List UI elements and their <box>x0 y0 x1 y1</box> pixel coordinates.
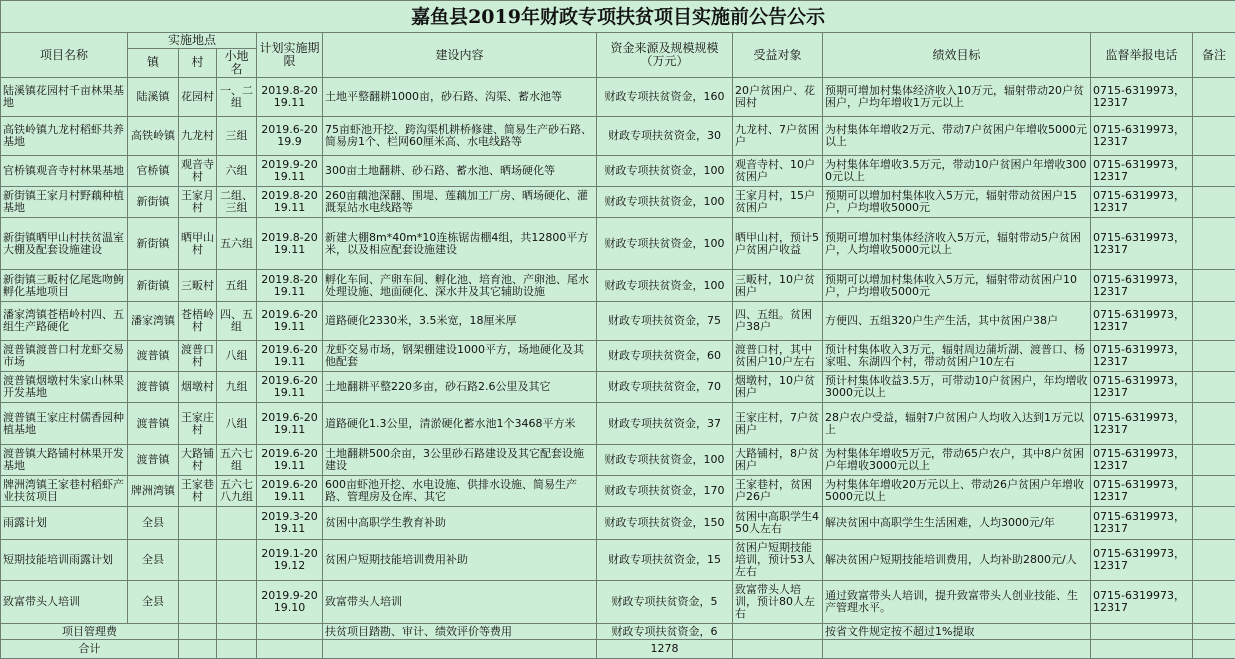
cell-name: 渡普镇烟墩村朱家山林果开发基地 <box>1 372 128 403</box>
cell-name: 潘家湾镇苍梧岭村四、五组生产路硬化 <box>1 301 128 340</box>
cell-village: 九龙村 <box>179 116 217 155</box>
cell-phone: 0715-6319973，12317 <box>1091 444 1193 475</box>
table-row <box>1 539 1235 580</box>
cell-note <box>1193 475 1235 506</box>
cell-content: 土地平整翻耕1000亩，砂石路、沟渠、蓄水池等 <box>323 77 597 116</box>
cell-fund: 财政专项扶贫资金，100 <box>597 155 733 186</box>
cell-group: 八组 <box>217 403 257 444</box>
cell-fund: 财政专项扶贫资金，100 <box>597 218 733 270</box>
cell-beneficiary: 烟墩村，10户贫困户 <box>733 372 823 403</box>
mgmt-village <box>179 624 217 640</box>
cell-content: 300亩土地翻耕、砂石路、蓄水池、晒场硬化等 <box>323 155 597 186</box>
cell-name: 短期技能培训雨露计划 <box>1 539 128 580</box>
cell-village: 烟墩村 <box>179 372 217 403</box>
cell-town: 全县 <box>128 580 179 623</box>
cell-fund: 财政专项扶贫资金，100 <box>597 270 733 301</box>
cell-group <box>217 539 257 580</box>
cell-village: 大路铺村 <box>179 444 217 475</box>
total-beneficiary <box>733 640 823 659</box>
cell-target: 预计村集体收益3.5万，可带动10户贫困户，年均增收3000元以上 <box>823 372 1091 403</box>
cell-beneficiary: 王家庄村，7户贫困户 <box>733 403 823 444</box>
cell-beneficiary: 贫困中高职学生450人左右 <box>733 507 823 539</box>
cell-target: 解决贫困中高职学生生活困难，人均3000元/年 <box>823 507 1091 539</box>
cell-phone: 0715-6319973，12317 <box>1091 77 1193 116</box>
cell-phone: 0715-6319973，12317 <box>1091 475 1193 506</box>
cell-beneficiary: 晒甲山村，预计5户贫困户收益 <box>733 218 823 270</box>
cell-group: 五组 <box>217 270 257 301</box>
cell-fund: 财政专项扶贫资金，150 <box>597 507 733 539</box>
cell-content: 致富带头人培训 <box>323 580 597 623</box>
cell-content: 道路硬化2330米，3.5米宽，18厘米厚 <box>323 301 597 340</box>
cell-content: 孵化车间、产卵车间、孵化池、培育池、产卵池、尾水处理设施、地面硬化、深水井及其它辅助设施 <box>323 270 597 301</box>
cell-note <box>1193 444 1235 475</box>
cell-target: 为村集体年增收2万元、带动7户贫困户年增收5000元以上 <box>823 116 1091 155</box>
cell-village <box>179 507 217 539</box>
cell-period: 2019.8-2019.11 <box>257 187 323 218</box>
cell-phone: 0715-6319973，12317 <box>1091 155 1193 186</box>
header-group: 小地名 <box>217 48 257 77</box>
table-row <box>1 270 1235 301</box>
cell-note <box>1193 218 1235 270</box>
table-row <box>1 218 1235 270</box>
cell-name: 新街镇三畈村亿尾匙吻鮈孵化基地项目 <box>1 270 128 301</box>
cell-name: 新街镇晒甲山村扶贫温室大棚及配套设施建设 <box>1 218 128 270</box>
total-value: 1278 <box>597 640 733 659</box>
cell-village: 花园村 <box>179 77 217 116</box>
cell-village: 王家庄村 <box>179 403 217 444</box>
cell-note <box>1193 77 1235 116</box>
cell-beneficiary: 九龙村、7户贫困户 <box>733 116 823 155</box>
cell-target: 28户农户受益，辐射7户贫困户人均收入达到1万元以上 <box>823 403 1091 444</box>
header-fund: 资金来源及规模规模（万元） <box>597 33 733 77</box>
cell-phone: 0715-6319973，12317 <box>1091 580 1193 623</box>
cell-phone: 0715-6319973，12317 <box>1091 116 1193 155</box>
cell-village: 王家月村 <box>179 187 217 218</box>
cell-village: 观音寺村 <box>179 155 217 186</box>
table-row <box>1 77 1235 116</box>
mgmt-note <box>1193 624 1235 640</box>
cell-target: 预期可以增加村集体收入5万元，辐射带动贫困户10户，户均增收5000元 <box>823 270 1091 301</box>
cell-fund: 财政专项扶贫资金，70 <box>597 372 733 403</box>
cell-target: 为村集体年增收20万元以上、带动26户贫困户年增收5000元以上 <box>823 475 1091 506</box>
cell-town: 渡普镇 <box>128 372 179 403</box>
management-fee-row <box>1 624 1235 640</box>
cell-period: 2019.9-2019.11 <box>257 155 323 186</box>
cell-fund: 财政专项扶贫资金，30 <box>597 116 733 155</box>
cell-name: 陆溪镇花园村千亩林果基地 <box>1 77 128 116</box>
cell-group: 五六七组 <box>217 444 257 475</box>
table-row <box>1 507 1235 539</box>
cell-town: 高铁岭镇 <box>128 116 179 155</box>
cell-phone: 0715-6319973，12317 <box>1091 187 1193 218</box>
cell-village: 晒甲山村 <box>179 218 217 270</box>
cell-name: 致富带头人培训 <box>1 580 128 623</box>
cell-fund: 财政专项扶贫资金，75 <box>597 301 733 340</box>
cell-content: 600亩虾池开挖、水电设施、供排水设施、简易生产路、管理房及仓库、其它 <box>323 475 597 506</box>
cell-phone: 0715-6319973，12317 <box>1091 403 1193 444</box>
cell-note <box>1193 372 1235 403</box>
cell-note <box>1193 187 1235 218</box>
cell-phone: 0715-6319973，12317 <box>1091 301 1193 340</box>
cell-phone: 0715-6319973，12317 <box>1091 507 1193 539</box>
total-period <box>257 640 323 659</box>
cell-note <box>1193 301 1235 340</box>
cell-name: 渡普镇渡普口村龙虾交易市场 <box>1 340 128 371</box>
total-row <box>1 640 1235 659</box>
cell-note <box>1193 116 1235 155</box>
cell-group: 五六组 <box>217 218 257 270</box>
mgmt-fund: 财政专项扶贫资金，6 <box>597 624 733 640</box>
cell-target: 解决贫困户短期技能培训费用，人均补助2800元/人 <box>823 539 1091 580</box>
cell-town: 渡普镇 <box>128 403 179 444</box>
cell-fund: 财政专项扶贫资金，100 <box>597 187 733 218</box>
cell-village <box>179 539 217 580</box>
total-group <box>217 640 257 659</box>
cell-period: 2019.3-2019.11 <box>257 507 323 539</box>
header-town: 镇 <box>128 48 179 77</box>
cell-group: 四、五组 <box>217 301 257 340</box>
cell-target: 方便四、五组320户生产生活，其中贫困户38户 <box>823 301 1091 340</box>
header-note: 备注 <box>1193 33 1235 77</box>
mgmt-target: 按省文件规定按不超过1%提取 <box>823 624 1091 640</box>
cell-town: 全县 <box>128 539 179 580</box>
cell-period: 2019.6-2019.11 <box>257 301 323 340</box>
cell-period: 2019.6-2019.11 <box>257 340 323 371</box>
cell-fund: 财政专项扶贫资金，5 <box>597 580 733 623</box>
cell-note <box>1193 539 1235 580</box>
total-village <box>179 640 217 659</box>
cell-beneficiary: 观音寺村、10户贫困户 <box>733 155 823 186</box>
mgmt-phone <box>1091 624 1193 640</box>
cell-period: 2019.6-2019.9 <box>257 116 323 155</box>
cell-content: 新建大棚8m*40m*10连栋锯齿棚4组，共12800平方米，以及相应配套设施建设 <box>323 218 597 270</box>
cell-group <box>217 507 257 539</box>
cell-town: 官桥镇 <box>128 155 179 186</box>
cell-phone: 0715-6319973，12317 <box>1091 539 1193 580</box>
cell-note <box>1193 270 1235 301</box>
cell-name: 新街镇王家月村野藕种植基地 <box>1 187 128 218</box>
cell-beneficiary: 致富带头人培训，预计80人左右 <box>733 580 823 623</box>
cell-period: 2019.1-2019.12 <box>257 539 323 580</box>
cell-fund: 财政专项扶贫资金，160 <box>597 77 733 116</box>
cell-town: 渡普镇 <box>128 444 179 475</box>
cell-beneficiary: 三畈村，10户贫困户 <box>733 270 823 301</box>
table-row <box>1 475 1235 506</box>
total-phone <box>1091 640 1193 659</box>
page-title: 嘉鱼县2019年财政专项扶贫项目实施前公告公示 <box>1 1 1235 33</box>
cell-target: 为村集体年增收5万元，带动65户农户，其中8户贫困户年增收3000元以上 <box>823 444 1091 475</box>
cell-beneficiary: 大路铺村，8户贫困户 <box>733 444 823 475</box>
cell-period: 2019.8-2019.11 <box>257 77 323 116</box>
cell-name: 渡普镇王家庄村儒香园种植基地 <box>1 403 128 444</box>
cell-town: 潘家湾镇 <box>128 301 179 340</box>
total-content <box>323 640 597 659</box>
table-row <box>1 580 1235 623</box>
cell-town: 全县 <box>128 507 179 539</box>
mgmt-period <box>257 624 323 640</box>
cell-phone: 0715-6319973，12317 <box>1091 340 1193 371</box>
cell-content: 龙虾交易市场，钢架棚建设1000平方，场地硬化及其他配套 <box>323 340 597 371</box>
cell-period: 2019.6-2019.11 <box>257 372 323 403</box>
cell-group: 六组 <box>217 155 257 186</box>
cell-name: 官桥镇观音寺村林果基地 <box>1 155 128 186</box>
cell-note <box>1193 340 1235 371</box>
mgmt-name: 项目管理费 <box>1 624 179 640</box>
table-row <box>1 187 1235 218</box>
cell-note <box>1193 155 1235 186</box>
cell-content: 75亩虾池开挖、跨沟渠机耕桥修建、简易生产砂石路、简易房1个、栏网60厘米高、水电线路等 <box>323 116 597 155</box>
table-row <box>1 340 1235 371</box>
cell-group <box>217 580 257 623</box>
cell-target: 通过致富带头人培训，提升致富带头人创业技能、生产管理水平。 <box>823 580 1091 623</box>
cell-content: 贫困中高职学生教育补助 <box>323 507 597 539</box>
total-label: 合计 <box>1 640 179 659</box>
cell-group: 一、二组 <box>217 77 257 116</box>
cell-group: 九组 <box>217 372 257 403</box>
mgmt-content: 扶贫项目踏勘、审计、绩效评价等费用 <box>323 624 597 640</box>
header-name: 项目名称 <box>1 33 128 77</box>
cell-fund: 财政专项扶贫资金，100 <box>597 444 733 475</box>
cell-period: 2019.8-2019.11 <box>257 270 323 301</box>
cell-fund: 财政专项扶贫资金，170 <box>597 475 733 506</box>
cell-target: 预期可增加村集体经济收入10万元，辐射带动20户贫困户，户均年增收1万元以上 <box>823 77 1091 116</box>
header-target: 绩效目标 <box>823 33 1091 77</box>
cell-village: 苍梧岭村 <box>179 301 217 340</box>
cell-content: 贫困户短期技能培训费用补助 <box>323 539 597 580</box>
header-location: 实施地点 <box>128 33 257 48</box>
header-beneficiary: 受益对象 <box>733 33 823 77</box>
table-row <box>1 116 1235 155</box>
cell-target: 预期可增加村集体经济收入5万元，辐射带动5户贫困户，人均增收5000元以上 <box>823 218 1091 270</box>
cell-town: 新街镇 <box>128 187 179 218</box>
cell-name: 高铁岭镇九龙村稻虾共养基地 <box>1 116 128 155</box>
table-row <box>1 403 1235 444</box>
cell-period: 2019.9-2019.10 <box>257 580 323 623</box>
total-note <box>1193 640 1235 659</box>
cell-group: 八组 <box>217 340 257 371</box>
cell-note <box>1193 580 1235 623</box>
cell-note <box>1193 507 1235 539</box>
cell-name: 牌洲湾镇王家巷村稻虾产业扶贫项目 <box>1 475 128 506</box>
cell-beneficiary: 20户贫困户、花园村 <box>733 77 823 116</box>
cell-village <box>179 580 217 623</box>
cell-town: 新街镇 <box>128 270 179 301</box>
header-period: 计划实施期限 <box>257 33 323 77</box>
cell-fund: 财政专项扶贫资金，15 <box>597 539 733 580</box>
cell-target: 预计村集体收入3万元，辐射周边蒲圻湖、渡普口、杨家咀、东湖四个村，带动贫困户10左右 <box>823 340 1091 371</box>
cell-village: 渡普口村 <box>179 340 217 371</box>
cell-target: 为村集体年增收3.5万元，带动10户贫困户年增收3000元以上 <box>823 155 1091 186</box>
table-row <box>1 155 1235 186</box>
cell-group: 五六七八九组 <box>217 475 257 506</box>
cell-fund: 财政专项扶贫资金，60 <box>597 340 733 371</box>
header-phone: 监督举报电话 <box>1091 33 1193 77</box>
cell-village: 王家巷村 <box>179 475 217 506</box>
table-row <box>1 372 1235 403</box>
cell-town: 渡普镇 <box>128 340 179 371</box>
cell-content: 260亩藕池深翻、围堤、莲藕加工厂房、晒场硬化、灌溉泵站水电线路等 <box>323 187 597 218</box>
cell-name: 雨露计划 <box>1 507 128 539</box>
cell-phone: 0715-6319973，12317 <box>1091 270 1193 301</box>
cell-content: 土地翻耕平整220多亩，砂石路2.6公里及其它 <box>323 372 597 403</box>
cell-content: 土地翻耕500余亩，3公里砂石路建设及其它配套设施建设 <box>323 444 597 475</box>
cell-town: 新街镇 <box>128 218 179 270</box>
cell-village: 三畈村 <box>179 270 217 301</box>
cell-town: 陆溪镇 <box>128 77 179 116</box>
cell-beneficiary: 渡普口村，其中贫困户10户左右 <box>733 340 823 371</box>
cell-beneficiary: 四、五组。贫困户38户 <box>733 301 823 340</box>
cell-town: 牌洲湾镇 <box>128 475 179 506</box>
cell-phone: 0715-6319973，12317 <box>1091 218 1193 270</box>
table-row <box>1 444 1235 475</box>
cell-target: 预期可以增加村集体收入5万元，辐射带动贫困户15户，户均增收5000元 <box>823 187 1091 218</box>
cell-content: 道路硬化1.3公里，清淤硬化蓄水池1个3468平方米 <box>323 403 597 444</box>
cell-period: 2019.8-2019.11 <box>257 218 323 270</box>
cell-name: 渡普镇大路铺村林果开发基地 <box>1 444 128 475</box>
total-target <box>823 640 1091 659</box>
table-row <box>1 301 1235 340</box>
cell-period: 2019.6-2019.11 <box>257 475 323 506</box>
cell-beneficiary: 王家巷村，贫困户26户 <box>733 475 823 506</box>
header-content: 建设内容 <box>323 33 597 77</box>
cell-period: 2019.6-2019.11 <box>257 403 323 444</box>
cell-period: 2019.6-2019.11 <box>257 444 323 475</box>
cell-beneficiary: 王家月村，15户贫困户 <box>733 187 823 218</box>
cell-phone: 0715-6319973，12317 <box>1091 372 1193 403</box>
mgmt-group <box>217 624 257 640</box>
header-village: 村 <box>179 48 217 77</box>
cell-beneficiary: 贫困户短期技能培训，预计53人左右 <box>733 539 823 580</box>
cell-fund: 财政专项扶贫资金，37 <box>597 403 733 444</box>
cell-group: 二组、三组 <box>217 187 257 218</box>
cell-group: 三组 <box>217 116 257 155</box>
cell-note <box>1193 403 1235 444</box>
mgmt-beneficiary <box>733 624 823 640</box>
